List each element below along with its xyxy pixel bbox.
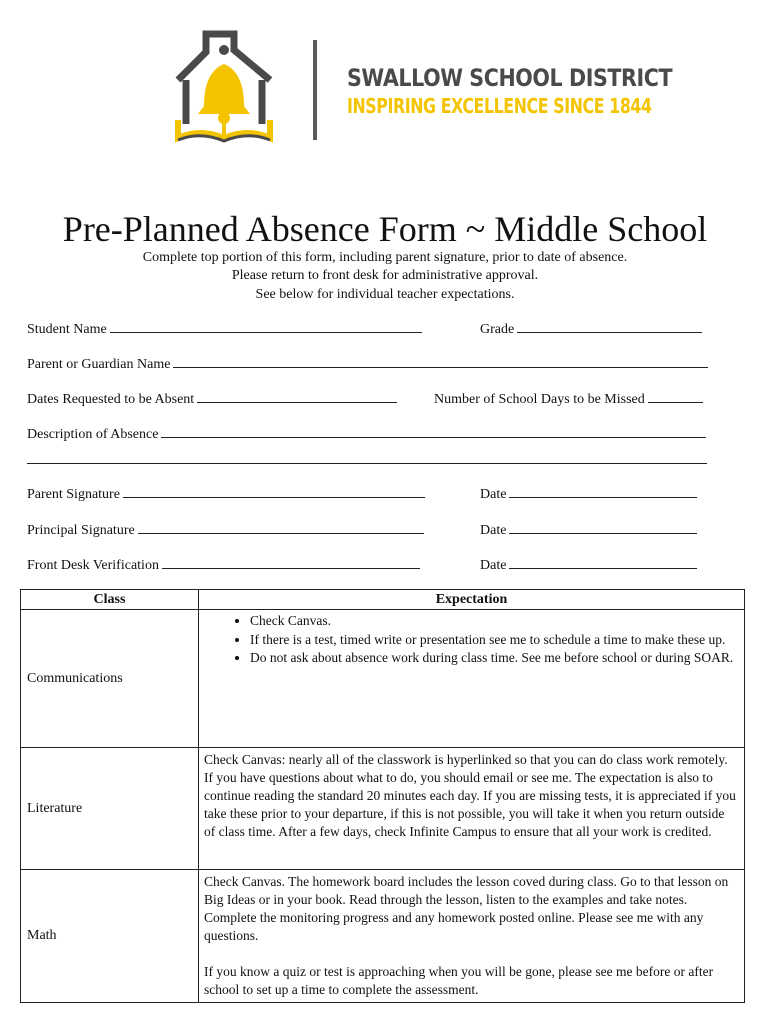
- table-header-row: [21, 590, 745, 610]
- field-label: Parent or Guardian Name: [27, 357, 171, 372]
- district-name: SWALLOW SCHOOL DISTRICT: [347, 64, 673, 92]
- table-row: [21, 610, 745, 748]
- description-extra-line[interactable]: [27, 463, 707, 464]
- list-item: • If there is a test, timed write or presentation see me to schedule a time to make these up.: [250, 631, 738, 650]
- table-row: [21, 870, 745, 1003]
- field-label: Front Desk Verification: [27, 558, 159, 573]
- parent-name-field[interactable]: [27, 355, 708, 373]
- field-label: Number of School Days to be Missed: [434, 392, 645, 407]
- field-label: Grade: [480, 322, 515, 337]
- field-label: Date: [480, 487, 507, 502]
- form-title: Pre-Planned Absence Form ~ Middle School: [62, 209, 708, 249]
- column-header-expectation: Expectation: [199, 590, 745, 610]
- field-label: Parent Signature: [27, 487, 120, 502]
- front-desk-field[interactable]: [27, 556, 420, 574]
- expectation-text: If you know a quiz or test is approaching when you will be gone, please see me before or after school to set up a time to complete the assessment.: [204, 964, 714, 997]
- expectation-cell: Check Canvas: nearly all of the classwork is hyperlinked so that you can do class work remotely. If you have questions about what to do, you should email or see me. The expectation is also to continue reading the standard 20 minutes each day. If you are missing tests, it is appreciated if you take these prior to your departure, if this is not possible, you will take it when you return outside of class time. After a few days, check Infinite Campus to ensure that all your work is credited.: [199, 748, 745, 870]
- days-missed-field[interactable]: [434, 390, 703, 408]
- parent-signature-field[interactable]: [27, 485, 425, 503]
- field-label: Principal Signature: [27, 523, 135, 538]
- student-name-field[interactable]: [27, 320, 422, 338]
- description-field[interactable]: [27, 425, 706, 443]
- list-item: • Check Canvas.: [250, 612, 738, 631]
- table-row: [21, 748, 745, 870]
- class-cell: Literature: [21, 748, 199, 870]
- principal-date-field[interactable]: [480, 521, 697, 539]
- dates-absent-field[interactable]: [27, 390, 397, 408]
- logo-divider: [313, 40, 317, 140]
- list-item: • Do not ask about absence work during class time. See me before school or during SOAR.: [250, 649, 738, 668]
- instruction-line: Complete top portion of this form, including parent signature, prior to date of absence.: [142, 250, 628, 265]
- grade-field[interactable]: [480, 320, 702, 338]
- field-label: Date: [480, 558, 507, 573]
- expectation-cell: [199, 610, 745, 748]
- expectation-text: Check Canvas. The homework board includes the lesson coved during class. Go to that lesson on Big Ideas or in your book. Read through the lesson, listen to the examples and take notes. Complete the monitoring progress and any homework posted online. Please see me with any questions.: [204, 874, 729, 943]
- class-cell: Communications: [21, 610, 199, 748]
- expectation-cell: [199, 870, 745, 1003]
- field-label: Date: [480, 523, 507, 538]
- district-tagline: INSPIRING EXCELLENCE SINCE 1844: [347, 94, 652, 118]
- expectation-bullets: [204, 612, 738, 668]
- field-label: Dates Requested to be Absent: [27, 392, 195, 407]
- class-cell: Math: [21, 870, 199, 1003]
- field-label: Description of Absence: [27, 427, 159, 442]
- front-desk-date-field[interactable]: [480, 556, 697, 574]
- school-bell-book-icon: [170, 28, 280, 144]
- field-label: Student Name: [27, 322, 107, 337]
- parent-date-field[interactable]: [480, 485, 697, 503]
- instruction-line: Please return to front desk for administrative approval.: [231, 268, 539, 283]
- instruction-line: See below for individual teacher expectations.: [255, 287, 515, 302]
- column-header-class: Class: [21, 590, 199, 610]
- principal-signature-field[interactable]: [27, 521, 424, 539]
- expectations-table: [20, 589, 745, 1003]
